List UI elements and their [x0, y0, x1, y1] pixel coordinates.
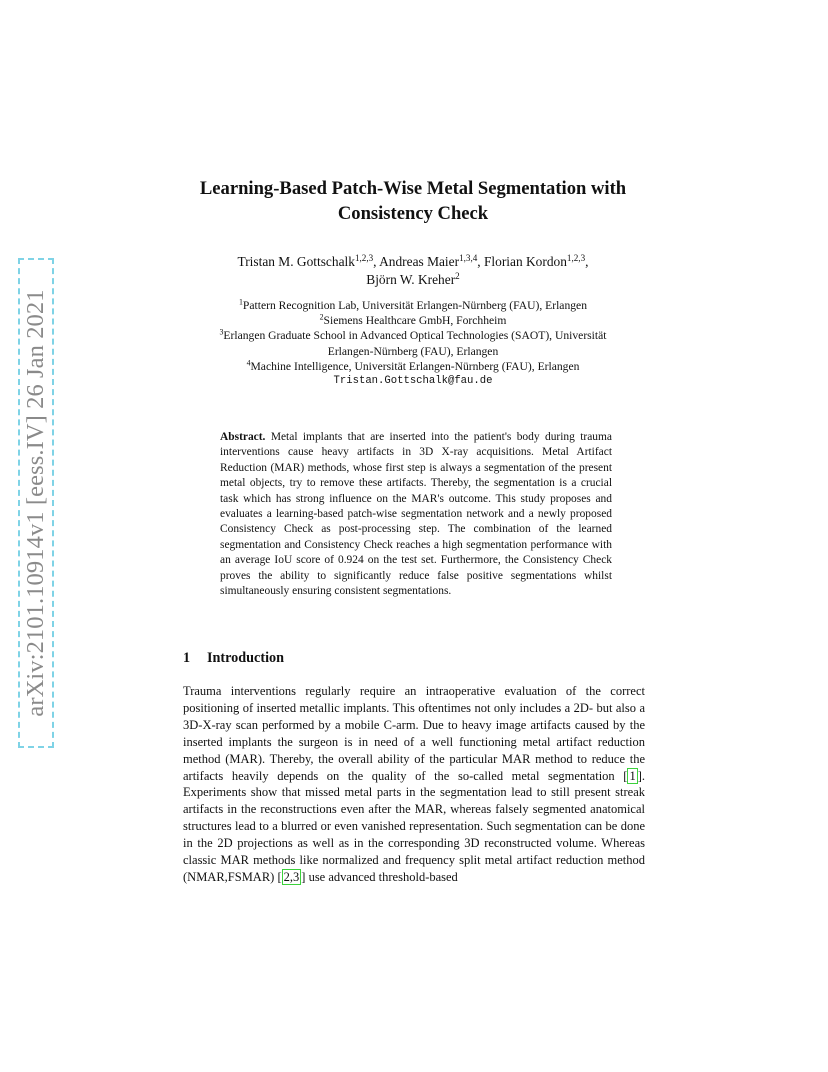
affiliation-1 [120, 298, 706, 313]
author-affiliation-mark: 1,2,3 [566, 253, 586, 263]
affiliation-3 [120, 328, 706, 343]
affiliation-text: Pattern Recognition Lab, Universität Erlangen-Nürnberg (FAU), Erlangen [242, 299, 587, 312]
intro-text-part-3: use advanced threshold-based [305, 869, 458, 884]
affiliation-mark: 3 [219, 328, 224, 338]
author-separator: , [585, 254, 589, 269]
affiliation-2 [120, 313, 706, 328]
abstract-text: Metal implants that are inserted into the patient's body during trauma interventions cause heavy artifacts in 3D X-ray acquisitions. Metal Artifact Reduction (MAR) methods, whose first step is always a segmentation of the present metal objects, try to remove these artifacts. Thereby, the segmentation is a crucial task which has strong influence on the MAR's outcome. This study proposes and evaluates a learning-based patch-wise segmentation network and a newly proposed Consistency Check as post-processing step. The combination of the learned segmentation and Consistency Check reaches a high segmentation performance with an average IoU score of 0.924 on the test set. Furthermore, the Consistency Check proves the ability to significantly reduce false positive segmentations whilst simultaneously ensuring consistent segmentations. [220, 431, 612, 598]
author-line-2 [120, 271, 706, 289]
affiliation-text: Machine Intelligence, Universität Erlangen-Nürnberg (FAU), Erlangen [250, 359, 580, 373]
intro-text-part-1: Trauma interventions regularly require an intraoperative evaluation of the correct positioning of inserted metallic implants. This oftentimes not only includes a 2D- but also a 3D-X-ray scan performed by a mobile C-arm. Due to heavy image artifacts caused by the inserted implants the surgeon is in need of a well functioning metal artifact reduction method (MAR). Thereby, the overall ability of the particular MAR method to reduce the artifacts heavily depends on the quality of the so-called metal segmentation [183, 684, 645, 783]
abstract-label: Abstract. [220, 431, 266, 443]
abstract [220, 430, 612, 599]
intro-text-part-2: . Experiments show that missed metal parts in the segmentation lead to still present streak artifacts in the reconstructions even after the MAR, whereas falsely segmented anatomical structures lead to a blurred or even vanished representation. Such segmentation can be done in the 2D projections as well as in the corresponding 3D reconstructed volume. Whereas classic MAR methods like normalized and frequency split metal artifact reduction method (NMAR,FSMAR) [183, 768, 645, 884]
author-name: , Andreas Maier [373, 254, 460, 269]
arxiv-identifier: arXiv:2101.10914v1 [eess.IV] 26 Jan 2021 [22, 289, 49, 717]
section-heading [183, 650, 284, 667]
affiliation-3-continued: Erlangen-Nürnberg (FAU), Erlangen [327, 344, 499, 358]
citation-link[interactable]: 1 [629, 768, 636, 783]
affiliation-4 [120, 359, 706, 374]
contact-email[interactable]: Tristan.Gottschalk@fau.de [333, 375, 493, 388]
title-line-1: Learning-Based Patch-Wise Metal Segmentation with [199, 178, 627, 199]
author-name: Björn W. Kreher [366, 272, 456, 287]
affiliation-mark: 2 [319, 312, 324, 322]
section-title: Introduction [207, 650, 284, 666]
author-affiliation-mark: 1,2,3 [354, 253, 374, 263]
section-number: 1 [183, 650, 191, 666]
affiliation-text: Erlangen Graduate School in Advanced Optical Technologies (SAOT), Universität [223, 329, 607, 343]
author-line-1 [120, 253, 706, 271]
title-line-2: Consistency Check [337, 203, 489, 224]
author-affiliation-mark: 1,3,4 [459, 253, 478, 263]
author-name: Tristan M. Gottschalk [237, 254, 355, 269]
affiliation-text: Siemens Healthcare GmbH, Forchheim [323, 314, 507, 328]
affiliation-list [120, 298, 706, 389]
introduction-paragraph: Trauma interventions regularly require an intraoperative evaluation of the correct positioning of inserted metallic implants. This oftentimes not only includes a 2D- but also a 3D-X-ray scan performed by a mobile C-arm. Due to heavy image artifacts caused by the inserted implants the surgeon is in need of a well functioning metal artifact reduction method (MAR). Thereby, the overall ability of the particular MAR method to reduce the artifacts heavily depends on the quality of the so-called metal segmentation [ 1 ]. Experiments show that missed metal parts in the segmentation lead to still present streak artifacts in the reconstructions even after the MAR, whereas falsely segmented anatomical structures lead to a blurred or even vanished representation. Such segmentation can be done in the 2D projections as well as in the corresponding 3D reconstructed volume. Whereas classic MAR methods like normalized and frequency split metal artifact reduction method (NMAR,FSMAR) [ 2,3 ] use advanced threshold-based [183, 684, 645, 884]
author-name: , Florian Kordon [477, 254, 567, 269]
author-list [120, 253, 706, 289]
affiliation-mark: 4 [246, 358, 251, 368]
author-affiliation-mark: 2 [455, 271, 460, 281]
paper-title [120, 176, 706, 226]
citation-link[interactable]: 2,3 [283, 869, 300, 884]
affiliation-mark: 1 [238, 297, 243, 307]
arxiv-identifier-stamp [18, 258, 54, 748]
